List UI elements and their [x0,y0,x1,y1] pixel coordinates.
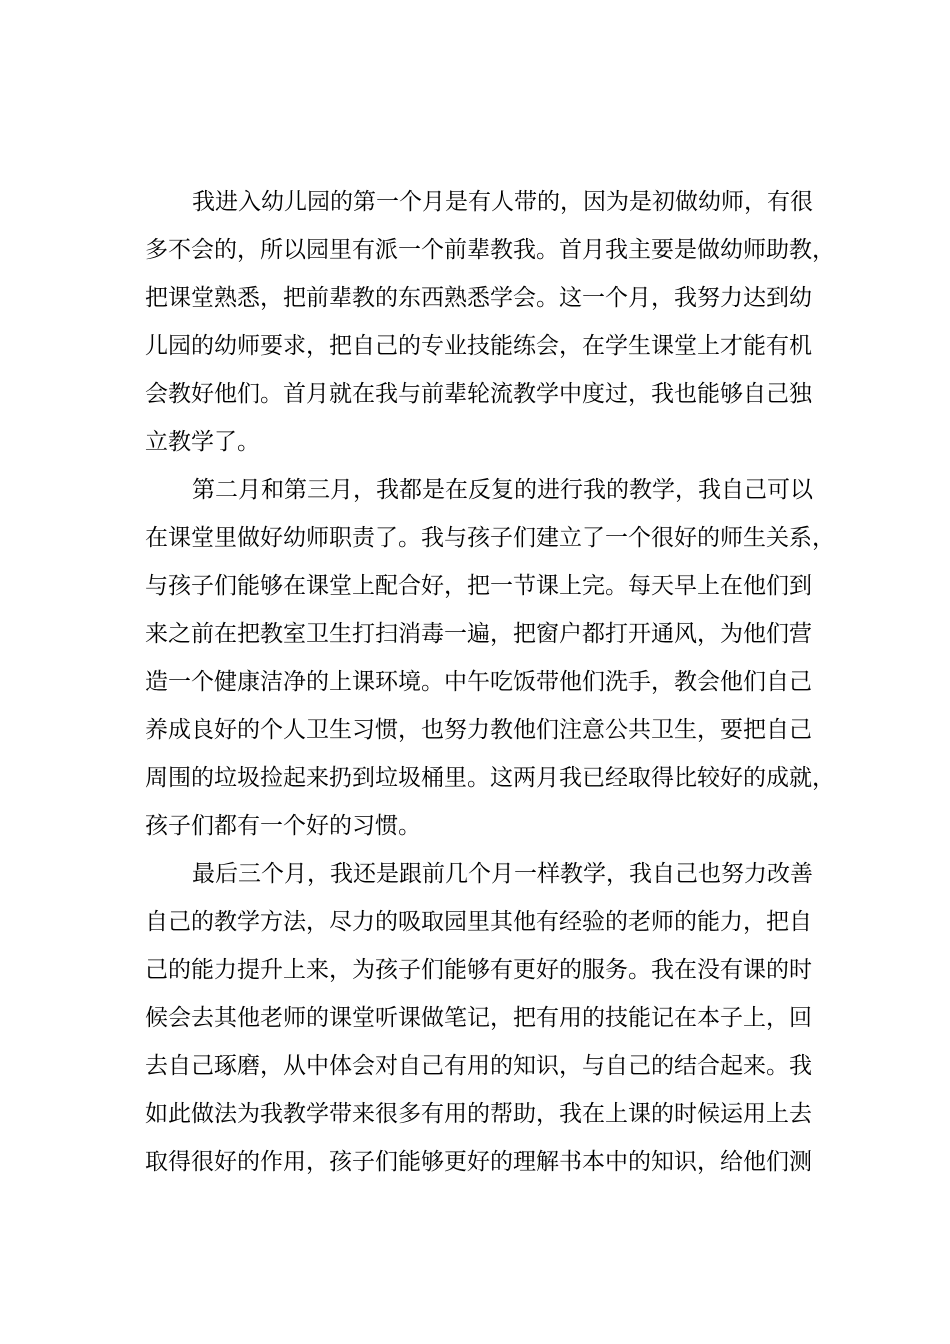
text-line: 去自己琢磨，从中体会对自己有用的知识，与自己的结合起来。我 [145,1053,812,1079]
text-line: 会教好他们。首月就在我与前辈轮流教学中度过，我也能够自己独 [145,381,812,407]
text-line: 取得很好的作用，孩子们能够更好的理解书本中的知识，给他们测 [145,1149,812,1175]
text-line: 儿园的幼师要求，把自己的专业技能练会，在学生课堂上才能有机 [145,333,812,359]
text-line: 造一个健康洁净的上课环境。中午吃饭带他们洗手，教会他们自己 [145,669,812,695]
text-line: 来之前在把教室卫生打扫消毒一遍，把窗户都打开通风，为他们营 [145,621,812,647]
text-line: 如此做法为我教学带来很多有用的帮助，我在上课的时候运用上去 [145,1101,812,1127]
paragraph-3 [145,850,813,1186]
text-line: 周围的垃圾捡起来扔到垃圾桶里。这两月我已经取得比较好的成就， [145,765,835,791]
paragraph-2 [145,466,835,850]
text-line: 立教学了。 [145,429,260,455]
text-line: 第二月和第三月，我都是在反复的进行我的教学，我自己可以 [192,477,813,503]
text-line: 多不会的，所以园里有派一个前辈教我。首月我主要是做幼师助教， [145,237,835,263]
text-line: 与孩子们能够在课堂上配合好，把一节课上完。每天早上在他们到 [145,573,812,599]
text-line: 自己的教学方法，尽力的吸取园里其他有经验的老师的能力，把自 [145,909,812,935]
paragraph-1 [145,178,835,466]
text-line: 最后三个月，我还是跟前几个月一样教学，我自己也努力改善 [192,861,813,887]
text-line: 孩子们都有一个好的习惯。 [145,813,421,839]
text-line: 养成良好的个人卫生习惯，也努力教他们注意公共卫生，要把自己 [145,717,812,743]
text-line: 候会去其他老师的课堂听课做笔记，把有用的技能记在本子上，回 [145,1005,812,1031]
text-line: 在课堂里做好幼师职责了。我与孩子们建立了一个很好的师生关系， [145,525,835,551]
text-line: 己的能力提升上来，为孩子们能够有更好的服务。我在没有课的时 [145,957,812,983]
text-line: 我进入幼儿园的第一个月是有人带的，因为是初做幼师，有很 [192,189,813,215]
document-body [145,178,835,1186]
text-line: 把课堂熟悉，把前辈教的东西熟悉学会。这一个月，我努力达到幼 [145,285,812,311]
